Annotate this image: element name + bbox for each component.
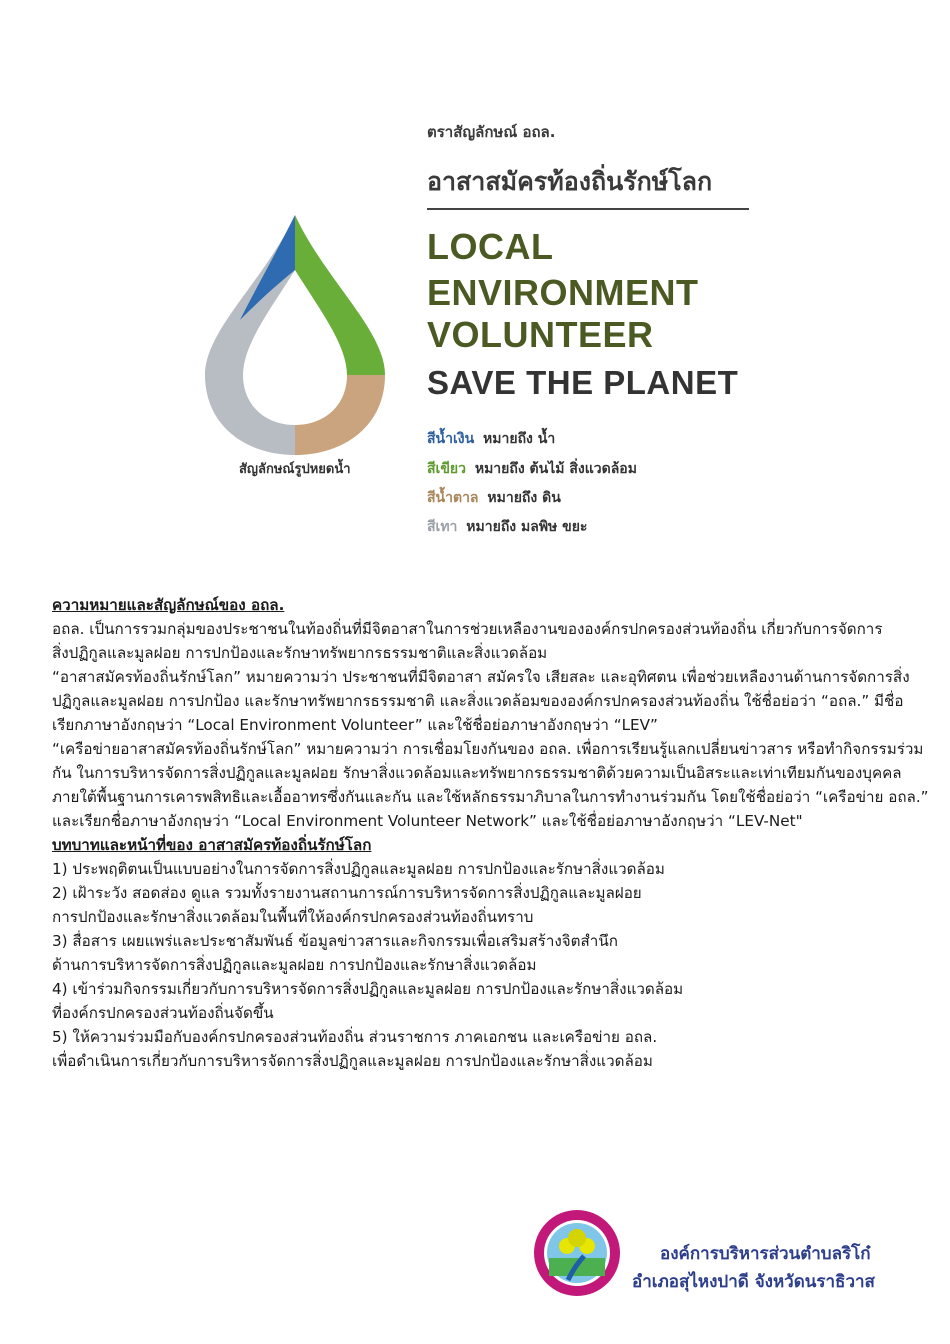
legend-color-name: สีเทา — [427, 519, 458, 535]
legend-color-name: สีน้ำเงิน — [427, 431, 475, 447]
drop-caption: สัญลักษณ์รูปหยดน้ำ — [239, 462, 351, 477]
logo-caption-big: อาสาสมัครท้องถิ่นรักษ์โลก — [427, 167, 713, 196]
paragraph-line: “อาสาสมัครท้องถิ่นรักษ์โลก” หมายความว่า ประชาชนที่มีจิตอาสา สมัครใจ เสียสละ และอุทิศตน เพื่อช่วยเหลืองานด้านการจัดการสิ่ง — [52, 668, 910, 686]
legend-meaning: หมายถึง น้ำ — [483, 431, 556, 447]
lev-title-volunteer: VOLUNTEER — [427, 314, 654, 355]
paragraph-line: ปฏิกูลและมูลฝอย การปกป้อง และรักษาทรัพยากรธรรมชาติ และสิ่งแวดล้อมขององค์กรปกครองส่วนท้องถิ่น ใช้ชื่อย่อว่า “อถล.” มีชื่อ — [52, 692, 904, 710]
organization-seal-icon — [532, 1208, 622, 1298]
drop-inner-white — [270, 305, 320, 400]
duty-line: 1) ประพฤติตนเป็นแบบอย่างในการจัดการสิ่งปฏิกูลและมูลฝอย การปกป้องและรักษาสิ่งแวดล้อม — [52, 860, 665, 878]
legend-row-gray — [427, 516, 587, 538]
paragraph-line: อถล. เป็นการรวมกลุ่มของประชาชนในท้องถิ่นที่มีจิตอาสาในการช่วยเหลืองานขององค์กรปกครองส่วนท้องถิ่น เกี่ยวกับการจัดการ — [52, 620, 883, 638]
legend-row-brown — [427, 487, 561, 509]
lev-title-local: LOCAL — [427, 226, 554, 267]
document-body — [52, 593, 936, 1073]
paragraph-line: กัน ในการบริหารจัดการสิ่งปฏิกูลและมูลฝอย รักษาสิ่งแวดล้อมและทรัพยากรธรรมชาติด้วยความเป็นอิสระและเท่าเทียมกันของบุคคล — [52, 764, 902, 782]
legend-meaning: หมายถึง ต้นไม้ สิ่งแวดล้อม — [474, 461, 637, 477]
duty-line: ด้านการบริหารจัดการสิ่งปฏิกูลและมูลฝอย การปกป้องและรักษาสิ่งแวดล้อม — [52, 956, 537, 974]
paragraph-line: เรียกภาษาอังกฤษว่า “Local Environment Volunteer” และใช้ชื่อย่อภาษาอังกฤษว่า “LEV” — [52, 716, 658, 734]
logo-panel — [195, 100, 775, 550]
lev-title-environment: ENVIRONMENT — [427, 272, 699, 313]
paragraph-line: ภายใต้พื้นฐานการเคารพสิทธิและเอื้ออาทรซึ่งกันและกัน และใช้หลักธรรมาภิบาลในการทำงานร่วมกัน โดยใช้ชื่อย่อว่า “เครือข่าย อถล.” — [52, 788, 929, 806]
legend-row-blue — [427, 428, 555, 450]
legend-color-name: สีน้ำตาล — [427, 490, 479, 506]
legend-meaning: หมายถึง ดิน — [487, 490, 561, 506]
heading-meaning-and-symbol: ความหมายและสัญลักษณ์ของ อถล. — [52, 596, 285, 614]
organization-district: อำเภอสุไหงปาดี จังหวัดนราธิวาส — [632, 1272, 875, 1292]
duty-line: 5) ให้ความร่วมมือกับองค์กรปกครองส่วนท้องถิ่น ส่วนราชการ ภาคเอกชน และเครือข่าย อถล. — [52, 1028, 658, 1046]
legend-color-name: สีเขียว — [427, 461, 466, 477]
paragraph-line: และเรียกชื่อภาษาอังกฤษว่า “Local Environment Volunteer Network” และใช้ชื่อย่อภาษาอังกฤษว่า “LEV-Net" — [52, 812, 803, 830]
duty-line: 4) เข้าร่วมกิจกรรมเกี่ยวกับการบริหารจัดการสิ่งปฏิกูลและมูลฝอย การปกป้องและรักษาสิ่งแวดล้อม — [52, 980, 684, 998]
logo-divider — [427, 208, 749, 210]
legend-meaning: หมายถึง มลพิษ ขยะ — [466, 519, 588, 535]
lev-slogan: SAVE THE PLANET — [427, 364, 739, 401]
water-drop-logo-icon — [195, 210, 395, 460]
duty-line: 2) เฝ้าระวัง สอดส่อง ดูแล รวมทั้งรายงานสถานการณ์การบริหารจัดการสิ่งปฏิกูลและมูลฝอย — [52, 884, 642, 902]
duty-line: การปกป้องและรักษาสิ่งแวดล้อมในพื้นที่ให้องค์กรปกครองส่วนท้องถิ่นทราบ — [52, 908, 534, 926]
duty-line: 3) สื่อสาร เผยแพร่และประชาสัมพันธ์ ข้อมูลข่าวสารและกิจกรรมเพื่อเสริมสร้างจิตสำนึก — [52, 932, 618, 950]
duty-line: ที่องค์กรปกครองส่วนท้องถิ่นจัดขึ้น — [52, 1004, 274, 1022]
paragraph-line: “เครือข่ายอาสาสมัครท้องถิ่นรักษ์โลก” หมายความว่า การเชื่อมโยงกันของ อถล. เพื่อการเรียนรู้แลกเปลี่ยนข่าวสาร หรือทำกิจกรรมร่วม — [52, 740, 924, 758]
heading-roles-and-duties: บทบาทและหน้าที่ของ อาสาสมัครท้องถิ่นรักษ์โลก — [52, 836, 372, 854]
organization-name: องค์การบริหารส่วนตำบลริโก๋ — [660, 1244, 871, 1264]
duty-line: เพื่อดำเนินการเกี่ยวกับการบริหารจัดการสิ่งปฏิกูลและมูลฝอย การปกป้องและรักษาสิ่งแวดล้อม — [52, 1052, 653, 1070]
logo-caption-small: ตราสัญลักษณ์ อถล. — [427, 123, 556, 141]
paragraph-line: สิ่งปฏิกูลและมูลฝอย การปกป้องและรักษาทรัพยากรธรรมชาติและสิ่งแวดล้อม — [52, 644, 548, 662]
legend-row-green — [427, 458, 637, 480]
